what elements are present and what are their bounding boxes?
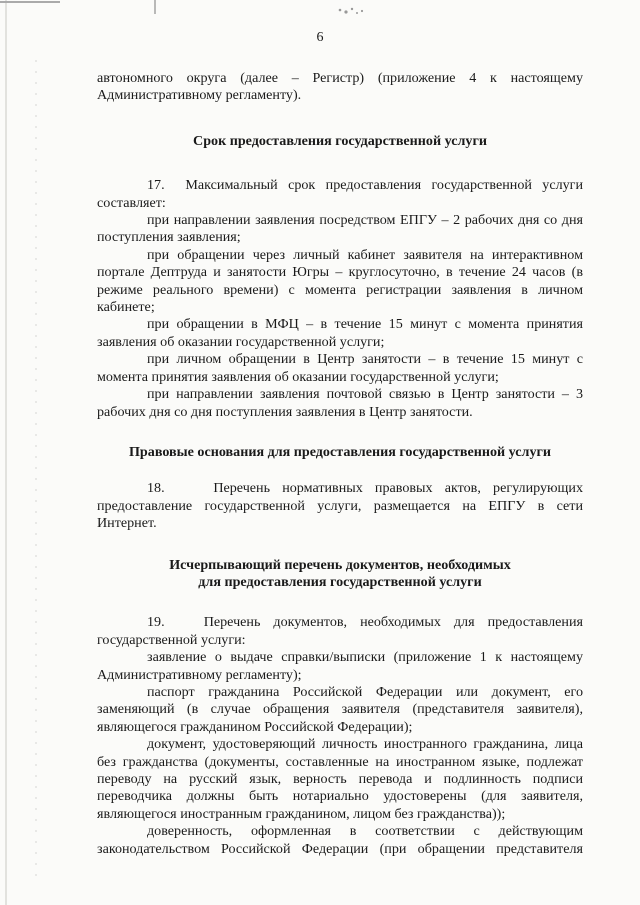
heading-legal-basis: Правовые основания для предоставления государственной услуги: [128, 443, 552, 460]
list-item: доверенность, оформленная в соответствии с действующим законодательством Российской Федерации (при обращении представителя: [97, 823, 583, 857]
heading-documents-line2: для предоставления государственной услуги: [198, 573, 482, 590]
heading-documents-line1: Исчерпывающий перечень документов, необходимых: [169, 556, 511, 573]
list-item: при обращении в МФЦ – в течение 15 минут с момента принятия заявления об оказании государственной услуги;: [97, 316, 583, 350]
clause-17: 17. Максимальный срок предоставления государственной услуги составляет:: [97, 177, 583, 211]
heading-documents: [97, 557, 583, 592]
list-item: документ, удостоверяющий личность иностранного гражданина, лица без гражданства (документы, составленные на иностранном языке, подлежат переводу на русский язык, верность перевода и подлинность подписи переводчика должны быть нотариально удостоверены (для заявителя, являющегося иностранным гражданином, лицом без гражданства));: [97, 736, 583, 822]
list-item: паспорт гражданина Российской Федерации или документ, его заменяющий (в случае обращения заявителя (представителя заявителя), являющегося гражданином Российской Федерации);: [97, 683, 583, 735]
list-item: при обращении через личный кабинет заявителя на интерактивном портале Дептруда и занятости Югры – круглосуточно, в течение 24 часов (в режиме реального времени) с момента регистрации заявления в личном кабинете;: [97, 246, 583, 316]
intro-paragraph: автономного округа (далее – Регистр) (приложение 4 к настоящему Административному регламенту).: [97, 70, 583, 104]
document-body: [97, 70, 583, 858]
page-number: 6: [316, 30, 324, 45]
list-item: при личном обращении в Центр занятости – в течение 15 минут с момента принятия заявления об оказании государственной услуги;: [97, 351, 583, 385]
list-item: при направлении заявления посредством ЕПГУ – 2 рабочих дня со дня поступления заявления;: [97, 212, 583, 246]
list-item: заявление о выдаче справки/выписки (приложение 1 к настоящему Административному регламенту);: [97, 649, 583, 683]
clause-18: 18. Перечень нормативных правовых актов, регулирующих предоставление государственной услуги, размещается на ЕПГУ в сети Интернет.: [97, 480, 583, 532]
heading-service-term: Срок предоставления государственной услуги: [193, 132, 487, 149]
clause-19: 19. Перечень документов, необходимых для предоставления государственной услуги:: [97, 614, 583, 648]
list-item: при направлении заявления почтовой связью в Центр занятости – 3 рабочих дня со дня поступления заявления в Центр занятости.: [97, 386, 583, 420]
